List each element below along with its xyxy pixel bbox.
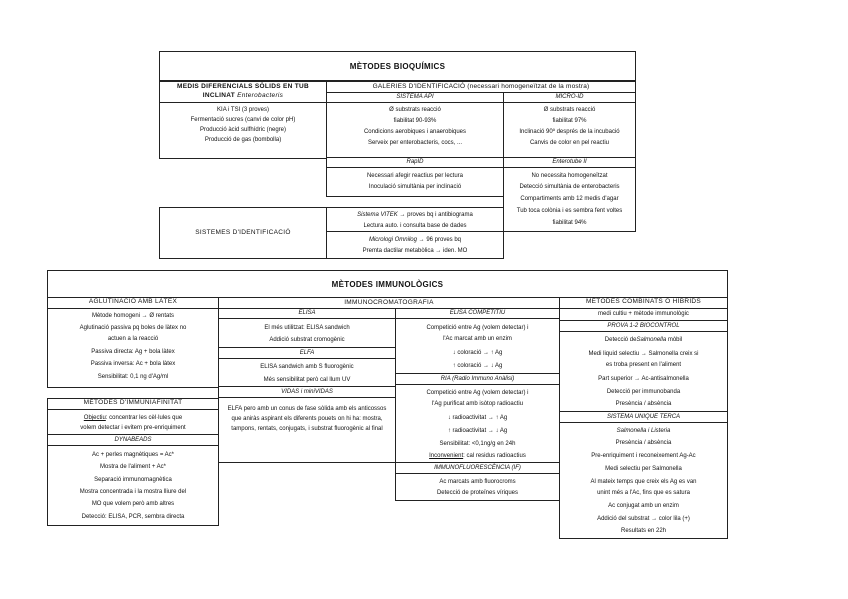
objectiu-text: : concentrar les cèl·lules que	[105, 415, 183, 421]
dyna-item: Mostra de l'aliment + Ac*	[99, 464, 166, 470]
dyna-item: MO que volem però amb altres	[91, 501, 175, 507]
immunifin-box	[47, 398, 219, 526]
prova-item-1a: Detecció de	[604, 337, 637, 343]
latex-item: Passiva inversa: Ac + bola làtex	[90, 361, 176, 367]
latex-item: actuen a la reacció	[107, 336, 159, 342]
dyna-item: Detecció: ELISA, PCR, sembra directa	[81, 514, 185, 520]
medis-header-line1: MEDIS DIFERENCIALS SÒLIDS EN TUB	[176, 83, 310, 90]
latex-item: Passiva directa: Ag + bola làtex	[91, 349, 175, 355]
enterotube-item: Detecció simultània de enterobacteris	[519, 184, 620, 190]
uniq-item: Pre-enriquiment i reconeixement Ag-Ac	[591, 453, 696, 459]
enterotube-box	[503, 157, 636, 232]
uniq-item: Salmonella i Listeria	[616, 428, 671, 434]
immuno-title-box	[47, 270, 728, 298]
microid-item: Ø substrats reacció	[543, 107, 596, 113]
vidas-title: VIDAS i miniVIDAS	[219, 388, 395, 398]
dyna-item: Ac + perles magnètiques = Ac*	[91, 452, 175, 458]
elisacomp-item: ↑ coloració → ↓ Ag	[396, 362, 559, 374]
ria-title: RIA (Radio Immuno Anàlisi)	[396, 375, 559, 385]
enterotube-item: Compartiments amb 12 medis d'agar	[520, 196, 619, 202]
uniq-item: Resultats en 22h	[620, 528, 667, 534]
prova-item: Presència / absència	[560, 400, 727, 412]
prova-item-1	[560, 336, 727, 344]
ria-item: Competició entre Ag (volem detectar) i	[426, 390, 529, 396]
immunocrom-header: IMMUNOCROMATOGRAFIA	[344, 299, 434, 306]
medis-header-line2	[160, 92, 326, 103]
dyna-item: Mostra concentrada i la mostra lliure del	[79, 489, 187, 495]
objectiu-line1	[48, 414, 218, 422]
latex-item: Aglutinació passiva pq boles de làtex no	[79, 325, 187, 331]
uniq-item: Addició del substrat → color lila (+)	[597, 516, 690, 522]
microid-box	[503, 92, 636, 158]
medis-header-entero: Enterobacteris	[237, 92, 284, 99]
prova-item-1b: Salmonella	[636, 337, 667, 343]
bioq-title: MÈTODES BIOQUÍMICS	[349, 62, 446, 71]
elisa-title: ELISA	[219, 309, 395, 319]
elisacomp-item: Competició entre Ag (volem detectar) i	[426, 325, 529, 331]
elisacomp-title: ELISA COMPETITIU	[396, 309, 559, 319]
api-item: Condicions aerobiques i anaerobiques	[363, 129, 467, 135]
elisacomp-item: ↓ coloració → ↑ Ag	[452, 350, 503, 356]
prova-title: PROVA 1-2 BIOCONTROL	[560, 322, 727, 332]
ria-inconv-text: : cal residus radioactius	[463, 453, 526, 459]
combinats-box	[559, 297, 728, 539]
prova-item: es troba present en l'aliment	[605, 362, 682, 368]
medis-item: KIA i TSI (3 proves)	[217, 107, 269, 113]
medis-header-inclinat: INCLINAT	[202, 92, 235, 99]
ria-item: l'Ag purificat amb isòtop radioactiu	[431, 401, 524, 407]
objectiu-label: Objectiu	[83, 415, 106, 421]
vitek-line1	[327, 211, 503, 219]
sistemes-box	[159, 207, 327, 259]
latex-item: Sensibilitat: 0,1 ng d'Ag/ml	[97, 374, 169, 380]
prova-item: Part superior → Ac-antisalmonella	[598, 376, 689, 382]
uniq-item: Medi selectiu per Salmonella	[605, 466, 682, 472]
sistemes-label: SISTEMES D'IDENTIFICACIÓ	[195, 229, 291, 236]
elisacomp-box	[395, 308, 560, 501]
microid-item: Inclinació 90º després de la incubació	[519, 129, 620, 135]
enterotube-title: Enterotube II	[504, 158, 635, 168]
ria-inconvenient	[396, 452, 559, 463]
microid-item: fiabilitat 97%	[552, 118, 587, 124]
micrologi-name: Micrologi Omnilog	[368, 237, 417, 243]
immunifin-header: MÈTODES D'IMMUNIAFINITAT	[48, 399, 218, 410]
medis-item: Fermentació sucres (canvi de color pH)	[190, 117, 296, 123]
vitek-box	[326, 207, 504, 259]
ria-item: ↑ radioactivitat → ↓ Ag	[447, 428, 508, 434]
prova-item-1c: mòbil	[667, 337, 683, 343]
elisacomp-item: l'Ac marcat amb un enzim	[443, 336, 512, 342]
micrologi-line2: Premta dactilar metabòlica → iden. MO	[362, 248, 468, 254]
elisa-item: Addició substrat cromogènic	[219, 336, 395, 348]
bioq-title-box	[159, 51, 636, 81]
enterotube-item: No necessita homogeneïtzat	[531, 173, 608, 179]
micrologi-line1	[327, 236, 503, 244]
api-item: Serveix per enterobacteris, cocs, ...	[367, 140, 463, 146]
latex-box	[47, 297, 219, 388]
rapid-box	[326, 157, 504, 197]
elisa-box	[218, 308, 396, 463]
combinats-header: MÈTODES COMBINATS O HÍBRIDS	[560, 298, 727, 309]
vitek-text: → proves bq i antibiograma	[399, 212, 473, 218]
elfa-item: Més sensibilitat però cal llum UV	[219, 376, 395, 387]
if-item: Detecció de proteïnes víriques	[436, 490, 519, 496]
uniq-item: unint més a l'Ac, fins que es satura	[597, 490, 690, 496]
microid-title: MICRO-ID	[504, 93, 635, 103]
dyna-item: Separació immunomagnètica	[94, 477, 172, 483]
if-title: IMMUNOFLUORESCÈNCIA (IF)	[396, 464, 559, 474]
api-box	[326, 92, 504, 158]
elfa-item: ELISA sandwich amb S fluorogènic	[260, 364, 354, 370]
rapid-title: RapID	[327, 158, 503, 168]
immuno-title: MÈTODES IMMUNOLÒGICS	[331, 280, 444, 289]
api-title: SISTEMA API	[327, 93, 503, 103]
prova-item: Detecció per immunobanda	[606, 389, 681, 395]
ria-item: Sensibilitat: <0,1ng/g en 24h	[439, 441, 516, 447]
microid-item: Canvis de color en pel reactiu	[529, 140, 610, 146]
vitek-line2: Lectura auto. i consulta base de dades	[327, 222, 503, 232]
api-item: fiabilitat 90-93%	[393, 118, 437, 124]
if-item: Ac marcats amb fluorocroms	[439, 479, 516, 485]
medis-item: Producció àcid sulfhídric (negre)	[199, 127, 287, 133]
uniq-title: SISTEMA UNIQUE TERCA	[560, 413, 727, 423]
ria-inconv-label: Inconvenient	[429, 453, 464, 459]
latex-item: Mètode homogeni → Ø rentats	[91, 313, 175, 319]
elfa-title: ELFA	[219, 349, 395, 359]
enterotube-item: Tub toca colònia i es sembra fent voltes	[516, 208, 623, 214]
prova-item: Medi liquid selectiu → Salmonella creix si	[588, 351, 699, 357]
combinats-item: medi cultiu + mètode immunològic	[560, 310, 727, 321]
dyna-title: DYNABEADS	[48, 436, 218, 446]
vidas-text: ELFA pero amb un conus de fase sòlida amb els anticossos que aniràs aspirant els diferents pouets on hi ha: mostra, tampons, rentats, conjugats, i substrat fluorogènic al final	[227, 406, 387, 432]
api-item: Ø substrats reacció	[389, 107, 441, 113]
enterotube-item: fiabilitat 94%	[552, 220, 587, 226]
galeries-header: GALERIES D'IDENTIFICACIÓ (necessari homogeneïtzat de la mostra)	[372, 83, 590, 90]
ria-item: ↓ radioactivitat → ↑ Ag	[447, 415, 508, 421]
medis-item: Producció de gas (bombolla)	[204, 137, 282, 143]
objectiu-line2: volem detectar i evitem pre-enriquiment	[48, 424, 218, 435]
vitek-name: Sistema VITEK	[357, 212, 398, 218]
medis-box	[159, 81, 327, 159]
uniq-item: Presència / absència	[615, 440, 672, 446]
micrologi-text: → 96 proves bq	[418, 237, 462, 243]
elisa-item: El més utilitzat: ELISA sandwich	[264, 325, 350, 331]
latex-header: AGLUTINACIÓ AMB LÀTEX	[48, 298, 218, 309]
uniq-item: Ac conjugat amb un enzim	[608, 503, 679, 509]
rapid-item: Inoculació simultània per inclinació	[368, 184, 462, 190]
uniq-item: Al mateix temps que creix els Ag es van	[590, 479, 697, 485]
rapid-item: Necessari afegir reactius per lectura	[366, 173, 464, 179]
